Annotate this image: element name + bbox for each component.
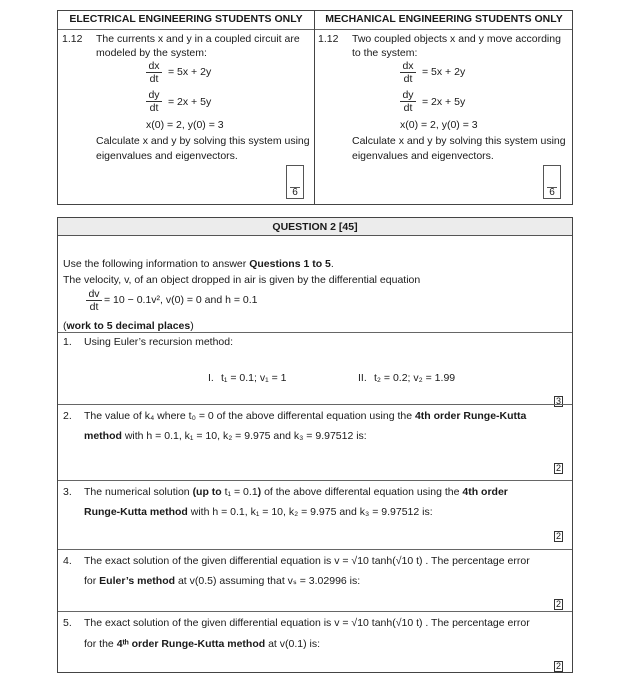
marks-badge: 3: [555, 396, 561, 406]
denominator: dt: [149, 73, 159, 85]
bold-text: Questions 1 to 5: [249, 258, 331, 270]
divider: [58, 332, 572, 333]
bold-text: work to 5 decimal places: [66, 320, 191, 332]
text: ): [190, 320, 194, 332]
numerator: dy: [400, 89, 416, 102]
text: with h = 0.1, k₁ = 10, k₂ = 9.975 and k₃ = 9.97512 is:: [121, 430, 367, 442]
marks-badge: 2: [555, 599, 561, 609]
item-number: 4.: [63, 555, 72, 567]
denominator: dt: [89, 301, 99, 313]
item-text: [84, 410, 526, 422]
text: at v(0.1) is:: [265, 638, 321, 650]
divider: [58, 480, 572, 481]
text: t₁ = 0.1: [221, 486, 258, 498]
marks-value: 6: [549, 187, 555, 198]
bold-text: method: [84, 430, 122, 442]
instruction-text: eigenvalues and eigenvectors.: [96, 150, 238, 162]
numerator: dy: [146, 89, 162, 102]
text: for: [84, 575, 100, 587]
marks-box[interactable]: [543, 165, 561, 199]
bold-text: Euler’s method: [99, 575, 176, 587]
question-2-header-row: [58, 218, 572, 236]
item-text: [84, 506, 433, 518]
item-number: 1.: [63, 336, 72, 348]
marks-box[interactable]: [286, 165, 304, 199]
fraction-dv-dt: [86, 288, 102, 313]
option-1-label: I.: [208, 372, 214, 384]
numerator: dv: [86, 288, 102, 301]
item-text: [84, 430, 367, 442]
instruction-text: eigenvalues and eigenvectors.: [352, 150, 494, 162]
divider: [58, 549, 572, 550]
instruction-text: Calculate x and y by solving this system using: [96, 135, 310, 147]
fraction-dx-dt: [400, 60, 416, 85]
question-2-title: QUESTION 2 [45]: [272, 221, 358, 233]
intro-text: [63, 258, 334, 270]
marks-value: 6: [292, 187, 298, 198]
marks-badge: 2: [555, 463, 561, 473]
intro-text: The velocity, v, of an object dropped in air is given by the differential equation: [63, 274, 421, 286]
question-text: to the system:: [352, 47, 418, 59]
divider: [58, 29, 572, 30]
question-1-12-table: [57, 10, 573, 205]
item-text: [84, 486, 508, 498]
item-number: 2.: [63, 410, 72, 422]
question-text: The currents x and y in a coupled circuit are: [96, 33, 300, 45]
text: The value of k₄ where t₀ = 0 of the above differental equation using the: [84, 410, 415, 422]
fraction-dx-dt: [146, 60, 162, 85]
text: of the above differental equation using the: [261, 486, 463, 498]
denominator: dt: [403, 73, 413, 85]
question-number: 1.12: [318, 33, 339, 45]
option-2: t₂ = 0.2; v₂ = 1.99: [374, 372, 456, 384]
text: (: [63, 320, 67, 332]
item-number: 5.: [63, 617, 72, 629]
equation-rhs: = 5x + 2y: [168, 66, 212, 78]
marks-badge: 2: [555, 531, 561, 541]
text: .: [330, 258, 334, 270]
bold-text: 4th order: [462, 486, 508, 498]
question-number: 1.12: [62, 33, 83, 45]
electrical-header: ELECTRICAL ENGINEERING STUDENTS ONLY: [69, 13, 303, 25]
bold-text: ): [257, 486, 262, 498]
numerator: dx: [400, 60, 416, 73]
text: with h = 0.1, k₁ = 10, k₂ = 9.975 and k₃ = 9.97512 is:: [187, 506, 433, 518]
numerator: dx: [146, 60, 162, 73]
equation-rhs: = 2x + 5y: [422, 96, 466, 108]
fraction-dy-dt: [400, 89, 416, 114]
marks-badge: 2: [555, 661, 561, 671]
equation-rhs: = 2x + 5y: [168, 96, 212, 108]
divider: [58, 404, 572, 405]
equation-rhs: = 5x + 2y: [422, 66, 466, 78]
text: at v(0.5) assuming that vₛ = 3.02996 is:: [175, 575, 361, 587]
initial-conditions: x(0) = 2, y(0) = 3: [146, 119, 224, 131]
text: Use the following information to answer: [63, 258, 250, 270]
item-text: Using Euler’s recursion method:: [84, 336, 234, 348]
differential-equation: = 10 − 0.1v², v(0) = 0 and h = 0.1: [104, 294, 258, 306]
question-2-table: [57, 217, 573, 673]
initial-conditions: x(0) = 2, y(0) = 3: [400, 119, 478, 131]
bold-text: 4ᵗʰ order Runge-Kutta method: [116, 638, 266, 650]
fraction-dy-dt: [146, 89, 162, 114]
bold-text: Runge-Kutta method: [84, 506, 188, 518]
option-2-label: II.: [358, 372, 367, 384]
divider: [58, 611, 572, 612]
item-text: [84, 638, 320, 650]
question-text: Two coupled objects x and y move according: [352, 33, 561, 45]
item-text: The exact solution of the given differential equation is v = √10 tanh(√10 t) . The percentage error: [84, 555, 530, 567]
denominator: dt: [403, 102, 413, 114]
text: The numerical solution: [84, 486, 193, 498]
denominator: dt: [149, 102, 159, 114]
option-1: t₁ = 0.1; v₁ = 1: [221, 372, 287, 384]
question-text: modeled by the system:: [96, 47, 207, 59]
bold-text: 4th order Runge-Kutta: [414, 410, 527, 422]
item-text: [84, 575, 360, 587]
precision-note: [63, 320, 194, 332]
text: for the: [84, 638, 117, 650]
divider: [314, 11, 315, 204]
mechanical-header: MECHANICAL ENGINEERING STUDENTS ONLY: [325, 13, 563, 25]
item-text: The exact solution of the given differential equation is v = √10 tanh(√10 t) . The percentage error: [84, 617, 530, 629]
instruction-text: Calculate x and y by solving this system using: [352, 135, 566, 147]
bold-text: (up to: [192, 486, 222, 498]
item-number: 3.: [63, 486, 72, 498]
